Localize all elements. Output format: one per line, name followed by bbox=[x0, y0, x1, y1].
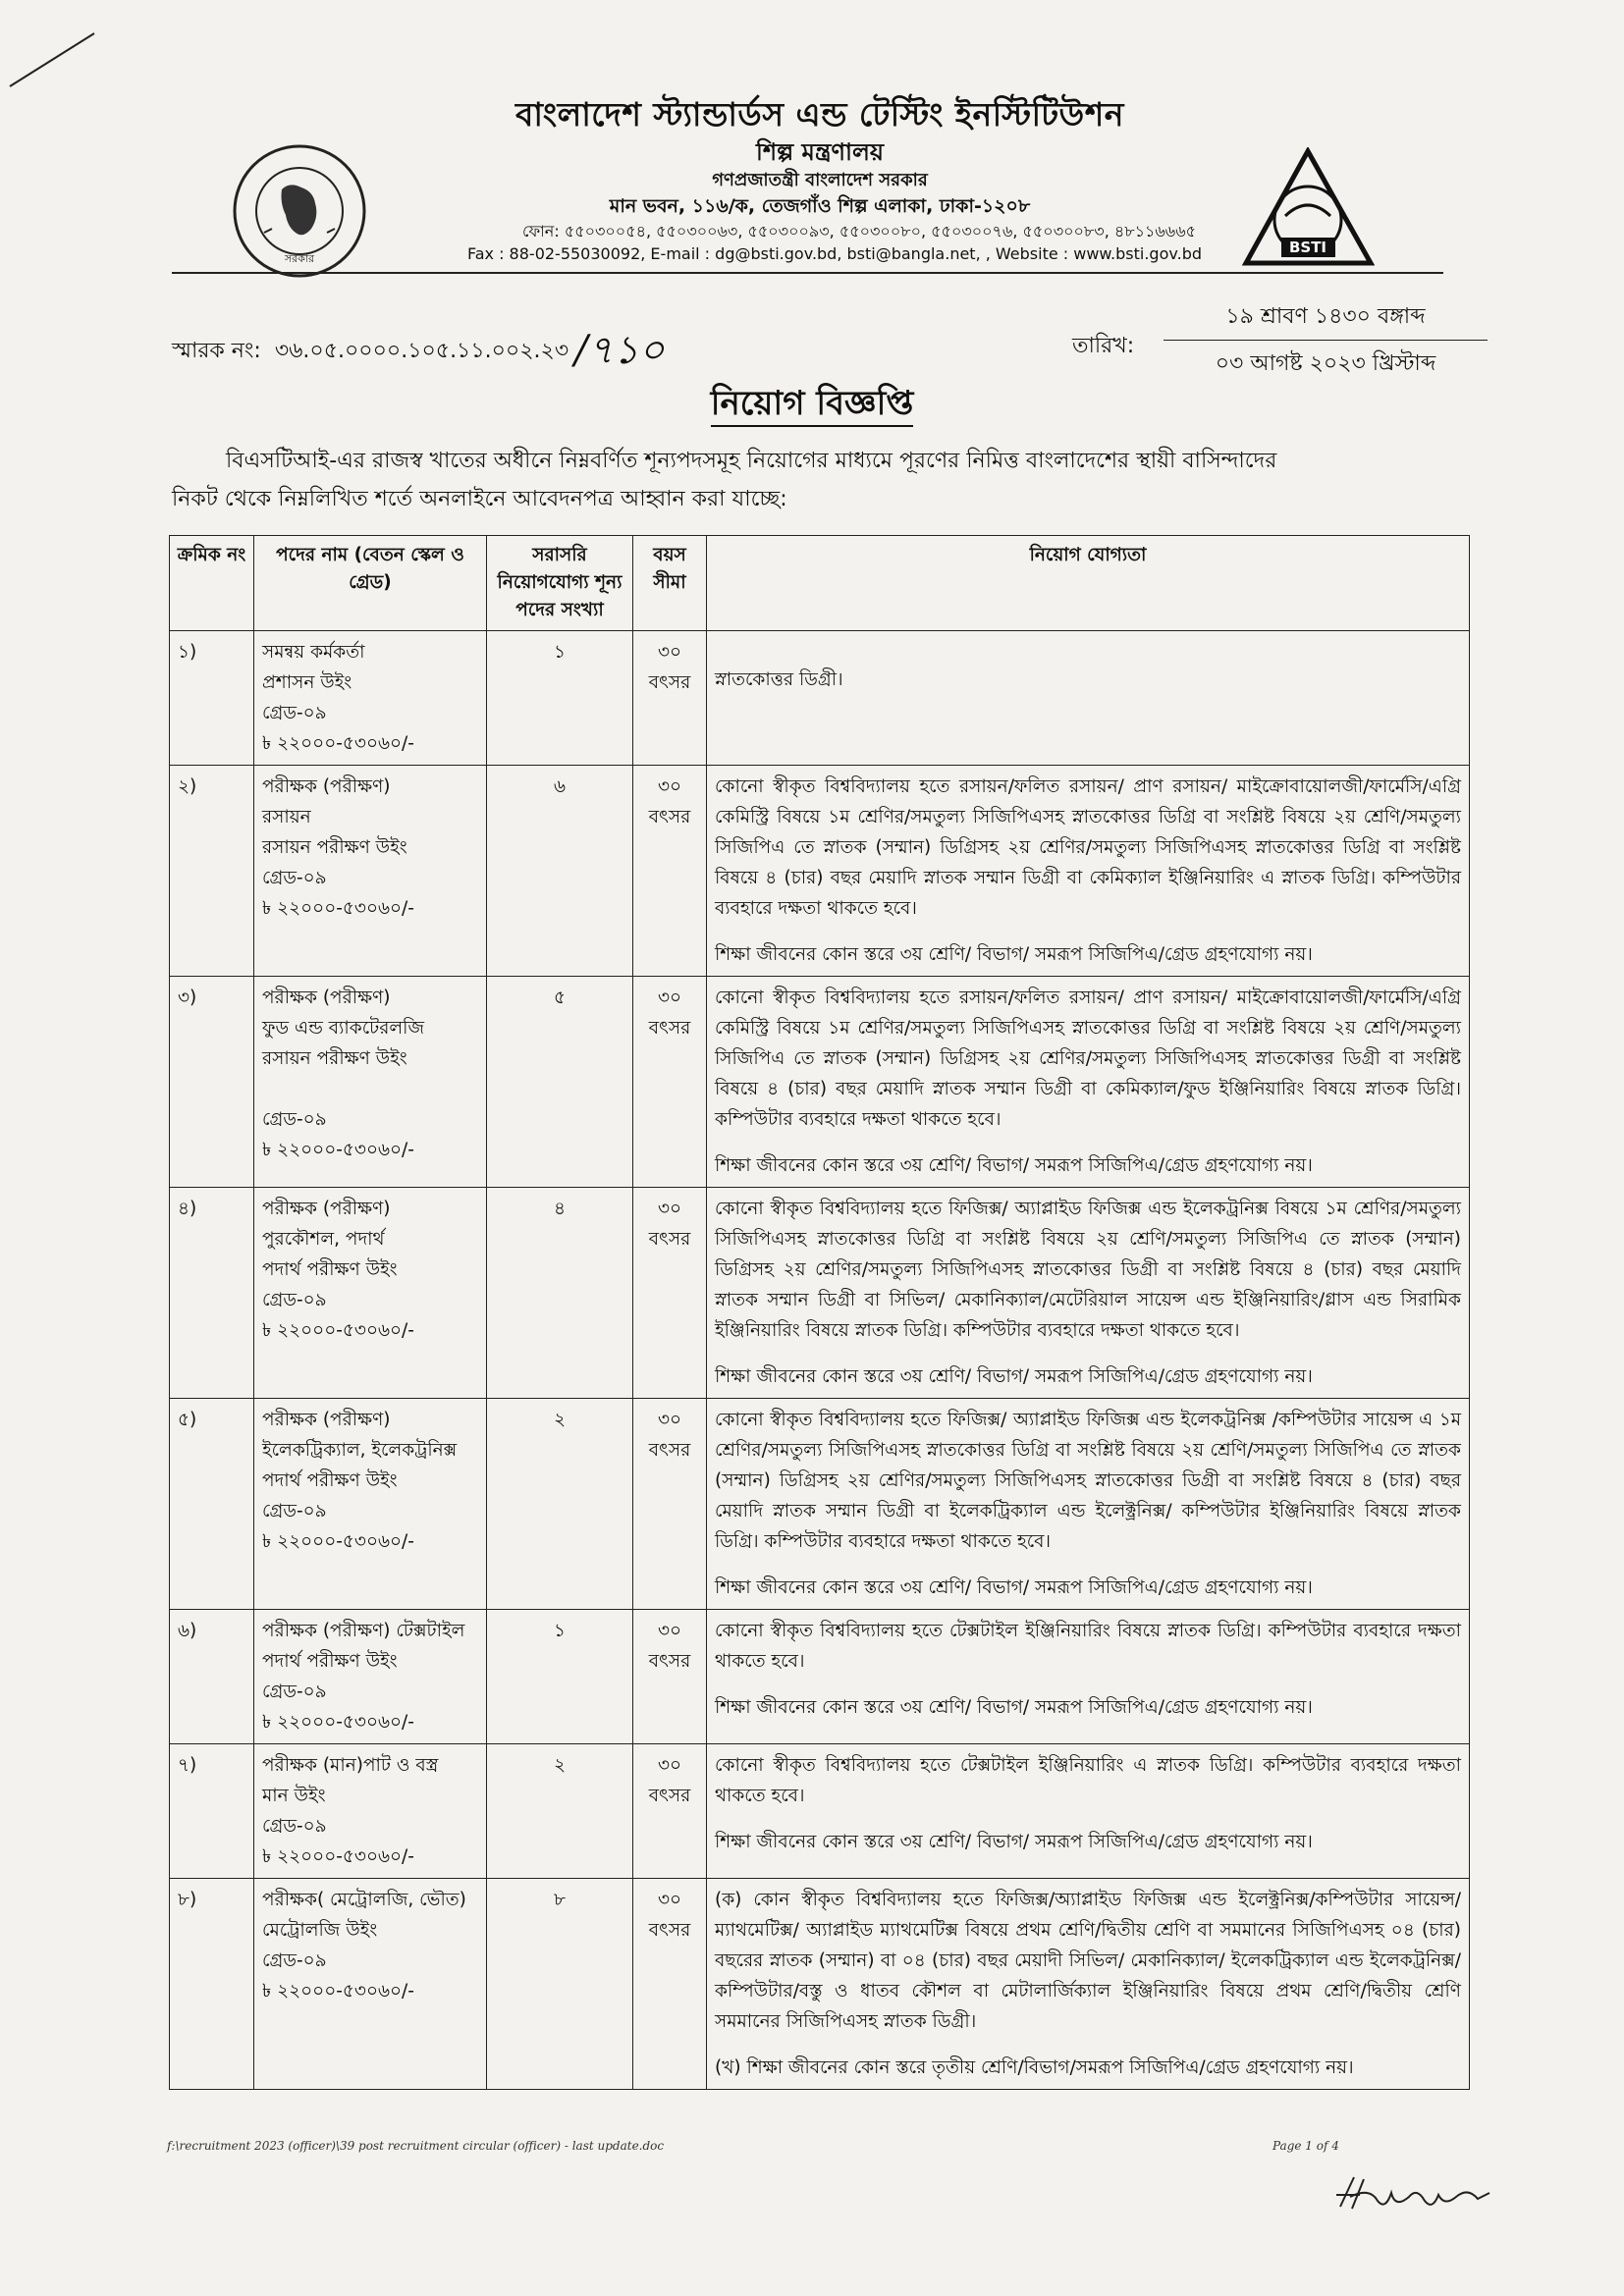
letterhead-text bbox=[324, 93, 1316, 265]
row-post-name bbox=[254, 977, 487, 1188]
qualification-text: কোনো স্বীকৃত বিশ্ববিদ্যালয় হতে টেক্সটাইল ইঞ্জিনিয়ারিং এ স্নাতক ডিগ্রি। কম্পিউটার ব্যবহারে দক্ষতা থাকতে হবে। bbox=[715, 1755, 1461, 1806]
row-age-limit bbox=[633, 1610, 707, 1744]
row-post-name bbox=[254, 631, 487, 766]
qualification-text: কোনো স্বীকৃত বিশ্ববিদ্যালয় হতে ফিজিক্স/ অ্যাপ্লাইড ফিজিক্স এন্ড ইলেকট্রনিক্স /কম্পিউটার সায়েন্স এ ১ম শ্রেণির/সমতুল্য সিজিপিএসহ স্নাতকোত্তর ডিগ্রি বা সংশ্লিষ্ট বিষয়ে ২য় শ্রেণি/সমতুল্য সিজিপিএ তে স্নাতক (সম্মান) ডিগ্রিসহ ২য় শ্রেণির/সমতুল্য সিজিপিএসহ স্নাতকোত্তর ডিগ্রী বা সংশ্লিষ্ট বিষয়ে ৪ (চার) বছর মেয়াদি স্নাতক সম্মান ডিগ্রী বা ইলেকট্রিক্যাল এন্ড ইলেক্ট্রনিক্স/ কম্পিউটার ইঞ্জিনিয়ারিং বিষয়ে স্নাতক ডিগ্রি। কম্পিউটার ব্যবহারে দক্ষতা থাকতে হবে। bbox=[715, 1410, 1461, 1552]
post-name-line: সমন্বয় কর্মকর্তা bbox=[262, 642, 365, 663]
qualification-note: (খ) শিক্ষা জীবনের কোন স্তরে তৃতীয় শ্রেণি/বিভাগ/সমরূপ সিজিপিএ/গ্রেড গ্রহণযোগ্য নয়। bbox=[715, 2057, 1354, 2078]
qualification-note: শিক্ষা জীবনের কোন স্তরে ৩য় শ্রেণি/ বিভাগ/ সমরূপ সিজিপিএ/গ্রেড গ্রহণযোগ্য নয়। bbox=[715, 1697, 1313, 1718]
post-name-line: গ্রেড-০৯ bbox=[262, 1950, 327, 1971]
qualification-text: কোনো স্বীকৃত বিশ্ববিদ্যালয় হতে ফিজিক্স/ অ্যাপ্লাইড ফিজিক্স এন্ড ইলেকট্রনিক্স বিষয়ে ১ম শ্রেণির/সমতুল্য সিজিপিএসহ স্নাতকোত্তর ডিগ্রি বা সংশ্লিষ্ট বিষয়ে ২য় শ্রেণি/সমতুল্য সিজিপিএ তে স্নাতক (সম্মান) ডিগ্রিসহ ২য় শ্রেণির/সমতুল্য সিজিপিএসহ স্নাতকোত্তর ডিগ্রী বা সংশ্লিষ্ট বিষয়ে ৪ (চার) বছর মেয়াদি স্নাতক সম্মান ডিগ্রী বা সিভিল/ মেকানিক্যাল/মেটেরিয়াল সায়েন্স এন্ড ইঞ্জিনিয়ারিং/গ্লাস এন্ড সিরামিক ইঞ্জিনিয়ারিং বিষয়ে স্নাতক ডিগ্রি। কম্পিউটার ব্যবহারে দক্ষতা থাকতে হবে। bbox=[715, 1199, 1461, 1341]
bsti-logo-icon bbox=[1242, 147, 1375, 270]
row-serial: ৮) bbox=[170, 1879, 254, 2090]
row-vacancies: ৮ bbox=[487, 1879, 633, 2090]
post-name-line: ইলেকট্রিক্যাল, ইলেকট্রনিক্স bbox=[262, 1440, 458, 1461]
row-post-name bbox=[254, 1744, 487, 1879]
qualification-text: কোনো স্বীকৃত বিশ্ববিদ্যালয় হতে টেক্সটাইল ইঞ্জিনিয়ারিং বিষয়ে স্নাতক ডিগ্রি। কম্পিউটার ব্যবহারে দক্ষতা থাকতে হবে। bbox=[715, 1621, 1461, 1672]
age-unit: বৎসর bbox=[648, 1229, 691, 1250]
age-number: ৩০ bbox=[657, 1755, 682, 1776]
post-name-line: মেট্রোলজি উইং bbox=[262, 1920, 378, 1941]
file-path: f:\recruitment 2023 (officer)\39 post recruitment circular (officer) - last update.doc bbox=[167, 2139, 665, 2153]
header-serial: ক্রমিক নং bbox=[170, 536, 254, 631]
vacancy-rows bbox=[170, 631, 1470, 2090]
post-name-line: গ্রেড-০৯ bbox=[262, 703, 327, 723]
header-age: বয়স সীমা bbox=[633, 536, 707, 631]
row-vacancies: ১ bbox=[487, 631, 633, 766]
header-vacancies: সরাসরি নিয়োগযোগ্য শূন্য পদের সংখ্যা bbox=[487, 536, 633, 631]
table-row bbox=[170, 766, 1470, 977]
row-vacancies: ২ bbox=[487, 1744, 633, 1879]
row-vacancies: ৫ bbox=[487, 977, 633, 1188]
qualification-note: শিক্ষা জীবনের কোন স্তরে ৩য় শ্রেণি/ বিভাগ/ সমরূপ সিজিপিএ/গ্রেড গ্রহণযোগ্য নয়। bbox=[715, 1577, 1313, 1598]
row-age-limit bbox=[633, 977, 707, 1188]
notice-title-text: নিয়োগ বিজ্ঞপ্তি bbox=[711, 384, 914, 427]
table-row bbox=[170, 1744, 1470, 1879]
age-number: ৩০ bbox=[657, 1199, 682, 1219]
age-number: ৩০ bbox=[657, 1621, 682, 1641]
post-name-line: ৳ ২২০০০-৫৩০৬০/- bbox=[262, 1531, 414, 1552]
table-row bbox=[170, 631, 1470, 766]
row-vacancies: ১ bbox=[487, 1610, 633, 1744]
date-bangla: ১৯ শ্রাবণ ১৪৩০ বঙ্গাব্দ bbox=[1164, 299, 1488, 341]
age-number: ৩০ bbox=[657, 988, 682, 1008]
post-name-line: গ্রেড-০৯ bbox=[262, 1501, 327, 1522]
row-qualification bbox=[707, 1188, 1470, 1399]
memo-label: স্মারক নং: bbox=[172, 339, 261, 363]
qualification-note: শিক্ষা জীবনের কোন স্তরে ৩য় শ্রেণি/ বিভাগ/ সমরূপ সিজিপিএ/গ্রেড গ্রহণযোগ্য নয়। bbox=[715, 1832, 1313, 1852]
signature bbox=[1330, 2158, 1497, 2226]
post-name-line: রসায়ন পরীক্ষণ উইং bbox=[262, 837, 407, 858]
row-serial: ৩) bbox=[170, 977, 254, 1188]
row-post-name bbox=[254, 1610, 487, 1744]
svg-text:সরকার: সরকার bbox=[284, 252, 315, 265]
post-name-line: পরীক্ষক (পরীক্ষণ) bbox=[262, 776, 391, 797]
row-post-name bbox=[254, 1188, 487, 1399]
row-qualification bbox=[707, 977, 1470, 1188]
table-row bbox=[170, 1879, 1470, 2090]
row-serial: ১) bbox=[170, 631, 254, 766]
office-address: মান ভবন, ১১৬/ক, তেজগাঁও শিল্প এলাকা, ঢাকা-১২০৮ bbox=[609, 195, 1031, 217]
qualification-note: শিক্ষা জীবনের কোন স্তরে ৩য় শ্রেণি/ বিভাগ/ সমরূপ সিজিপিএ/গ্রেড গ্রহণযোগ্য নয়। bbox=[715, 944, 1313, 965]
government-name: গণপ্রজাতন্ত্রী বাংলাদেশ সরকার bbox=[712, 170, 928, 190]
row-age-limit bbox=[633, 1744, 707, 1879]
row-age-limit bbox=[633, 1188, 707, 1399]
table-row bbox=[170, 1188, 1470, 1399]
table-row bbox=[170, 1610, 1470, 1744]
row-qualification bbox=[707, 631, 1470, 766]
post-name-line: পরীক্ষক (মান)পাট ও বস্ত্র bbox=[262, 1755, 439, 1776]
letterhead bbox=[0, 0, 1624, 285]
post-name-line: গ্রেড-০৯ bbox=[262, 1109, 327, 1130]
table-row bbox=[170, 1399, 1470, 1610]
post-name-line: ৳ ২২০০০-৫৩০৬০/- bbox=[262, 898, 414, 919]
row-serial: ৭) bbox=[170, 1744, 254, 1879]
row-age-limit bbox=[633, 1399, 707, 1610]
ministry-name: শিল্প মন্ত্রণালয় bbox=[755, 138, 885, 166]
row-serial: ৪) bbox=[170, 1188, 254, 1399]
post-name-line: ৳ ২২০০০-৫৩০৬০/- bbox=[262, 733, 414, 754]
post-name-line: পুরকৌশল, পদার্থ bbox=[262, 1229, 385, 1250]
memo-reference bbox=[172, 319, 665, 385]
intro-paragraph bbox=[172, 442, 1468, 518]
organization-name: বাংলাদেশ স্ট্যান্ডার্ডস এন্ড টেস্টিং ইনস্টিটিউশন bbox=[514, 95, 1124, 133]
age-number: ৩০ bbox=[657, 642, 682, 663]
date-gregorian: ০৩ আগষ্ট ২০২৩ খ্রিস্টাব্দ bbox=[1215, 351, 1436, 376]
age-unit: বৎসর bbox=[648, 672, 691, 693]
header-post: পদের নাম (বেতন স্কেল ও গ্রেড) bbox=[254, 536, 487, 631]
qualification-text: স্নাতকোত্তর ডিগ্রী। bbox=[715, 669, 843, 690]
row-qualification bbox=[707, 1399, 1470, 1610]
bsti-logo-text: BSTI bbox=[1288, 239, 1327, 256]
post-name-line: ৳ ২২০০০-৫৩০৬০/- bbox=[262, 1320, 414, 1341]
row-post-name bbox=[254, 766, 487, 977]
post-name-line: রসায়ন পরীক্ষণ উইং bbox=[262, 1048, 407, 1069]
post-name-line: গ্রেড-০৯ bbox=[262, 1290, 327, 1310]
vacancy-table bbox=[169, 535, 1470, 2090]
table-row bbox=[170, 977, 1470, 1188]
post-name-line: ৳ ২২০০০-৫৩০৬০/- bbox=[262, 1846, 414, 1867]
row-vacancies: ৪ bbox=[487, 1188, 633, 1399]
qualification-text: কোনো স্বীকৃত বিশ্ববিদ্যালয় হতে রসায়ন/ফলিত রসায়ন/ প্রাণ রসায়ন/ মাইক্রোবায়োলজী/ফার্মেসি/এগ্রি কেমিস্ট্রি বিষয়ে ১ম শ্রেণির/সমতুল্য সিজিপিএসহ স্নাতকোত্তর ডিগ্রি বা সংশ্লিষ্ট বিষয়ে ২য় শ্রেণি/সমতুল্য সিজিপিএ তে স্নাতক (সম্মান) ডিগ্রিসহ ২য় শ্রেণির/সমতুল্য সিজিপিএসহ স্নাতকোত্তর ডিগ্রি বা সংশ্লিষ্ট বিষয়ে ৪ (চার) বছর মেয়াদি স্নাতক সম্মান ডিগ্রী বা কেমিক্যাল ইঞ্জিনিয়ারিং এ স্নাতক ডিগ্রি। কম্পিউটার ব্যবহারে দক্ষতা থাকতে হবে। bbox=[715, 776, 1461, 919]
fax-email-website: Fax : 88-02-55030092, E-mail : dg@bsti.gov.bd, bsti@bangla.net, , Website : www.bsti.gov.bd bbox=[466, 244, 1202, 263]
age-unit: বৎসর bbox=[648, 1651, 691, 1672]
letterhead-divider bbox=[172, 272, 1443, 274]
row-qualification bbox=[707, 766, 1470, 977]
notice-title bbox=[0, 378, 1624, 434]
post-name-line: পদার্থ পরীক্ষণ উইং bbox=[262, 1259, 398, 1280]
date-label: তারিখ: bbox=[1072, 334, 1135, 358]
qualification-text: কোনো স্বীকৃত বিশ্ববিদ্যালয় হতে রসায়ন/ফলিত রসায়ন/ প্রাণ রসায়ন/ মাইক্রোবায়োলজী/ফার্মেসি/এগ্রি কেমিস্ট্রি বিষয়ে ১ম শ্রেণির/সমতুল্য সিজিপিএসহ স্নাতকোত্তর ডিগ্রি বা সংশ্লিষ্ট বিষয়ে ২য় শ্রেণি/সমতুল্য সিজিপিএ তে স্নাতক (সম্মান) ডিগ্রিসহ ২য় শ্রেণির/সমতুল্য সিজিপিএসহ স্নাতকোত্তর ডিগ্রী বা সংশ্লিষ্ট বিষয়ে ৪ (চার) বছর মেয়াদি স্নাতক সম্মান ডিগ্রী বা কেমিক্যাল/ফুড ইঞ্জিনিয়ারিং বিষয়ে স্নাতক ডিগ্রি। কম্পিউটার ব্যবহারে দক্ষতা থাকতে হবে। bbox=[715, 988, 1461, 1130]
post-name-line: ৳ ২২০০০-৫৩০৬০/- bbox=[262, 1981, 414, 2002]
post-name-line: ফুড এন্ড ব্যাকটেরলজি bbox=[262, 1018, 425, 1039]
post-name-line: পরীক্ষক (পরীক্ষণ) bbox=[262, 1199, 391, 1219]
header-qualification: নিয়োগ যোগ্যতা bbox=[707, 536, 1470, 631]
post-name-line: পদার্থ পরীক্ষণ উইং bbox=[262, 1470, 398, 1491]
row-serial: ৫) bbox=[170, 1399, 254, 1610]
age-number: ৩০ bbox=[657, 1410, 682, 1430]
phone-numbers: ফোন: ৫৫০৩০০৫৪, ৫৫০৩০০৬৩, ৫৫০৩০০৯৩, ৫৫০৩০০৮০, ৫৫০৩০০৭৬, ৫৫০৩০০৮৩, ৪৮১১৬৬৬৫ bbox=[521, 222, 1196, 240]
date-block bbox=[1164, 299, 1488, 383]
row-age-limit bbox=[633, 766, 707, 977]
memo-number: ৩৬.০৫.০০০০.১০৫.১১.০০২.২৩ bbox=[274, 339, 569, 363]
age-unit: বৎসর bbox=[648, 1018, 691, 1039]
post-name-line: গ্রেড-০৯ bbox=[262, 1816, 327, 1837]
page-number: Page 1 of 4 bbox=[1272, 2139, 1339, 2153]
memo-handwritten-number: /৭১০ bbox=[574, 328, 665, 373]
post-name-line: ৳ ২২০০০-৫৩০৬০/- bbox=[262, 1140, 414, 1160]
intro-line-1: বিএসটিআই-এর রাজস্ব খাতের অধীনে নিম্নবর্ণিত শূন্যপদসমূহ নিয়োগের মাধ্যমে পূরণের নিমিত্ত বাংলাদেশের স্থায়ী বাসিন্দাদের bbox=[226, 449, 1277, 473]
post-name-line: পরীক্ষক( মেট্রোলজি, ভৌত) bbox=[262, 1890, 466, 1910]
row-vacancies: ৬ bbox=[487, 766, 633, 977]
row-qualification bbox=[707, 1744, 1470, 1879]
post-name-line: গ্রেড-০৯ bbox=[262, 1682, 327, 1702]
post-name-line: ৳ ২২০০০-৫৩০৬০/- bbox=[262, 1712, 414, 1733]
row-qualification bbox=[707, 1610, 1470, 1744]
post-name-line: রসায়ন bbox=[262, 807, 311, 828]
qualification-note: শিক্ষা জীবনের কোন স্তরে ৩য় শ্রেণি/ বিভাগ/ সমরূপ সিজিপিএ/গ্রেড গ্রহণযোগ্য নয়। bbox=[715, 1366, 1313, 1387]
post-name-line bbox=[262, 1074, 478, 1104]
post-name-line: পরীক্ষক (পরীক্ষণ) bbox=[262, 1410, 391, 1430]
age-number: ৩০ bbox=[657, 776, 682, 797]
post-name-line: পরীক্ষক (পরীক্ষণ) bbox=[262, 988, 391, 1008]
age-unit: বৎসর bbox=[648, 807, 691, 828]
row-post-name bbox=[254, 1879, 487, 2090]
row-age-limit bbox=[633, 631, 707, 766]
post-name-line: গ্রেড-০৯ bbox=[262, 868, 327, 888]
intro-line-2: নিকট থেকে নিম্নলিখিত শর্তে অনলাইনে আবেদনপত্র আহ্বান করা যাচ্ছে: bbox=[172, 487, 787, 511]
age-number: ৩০ bbox=[657, 1890, 682, 1910]
row-age-limit bbox=[633, 1879, 707, 2090]
qualification-note: শিক্ষা জীবনের কোন স্তরে ৩য় শ্রেণি/ বিভাগ/ সমরূপ সিজিপিএ/গ্রেড গ্রহণযোগ্য নয়। bbox=[715, 1155, 1313, 1176]
age-unit: বৎসর bbox=[648, 1786, 691, 1806]
post-name-line: পদার্থ পরীক্ষণ উইং bbox=[262, 1651, 398, 1672]
row-vacancies: ২ bbox=[487, 1399, 633, 1610]
age-unit: বৎসর bbox=[648, 1440, 691, 1461]
table-header-row bbox=[170, 536, 1470, 631]
row-post-name bbox=[254, 1399, 487, 1610]
row-serial: ৬) bbox=[170, 1610, 254, 1744]
post-name-line: প্রশাসন উইং bbox=[262, 672, 352, 693]
age-unit: বৎসর bbox=[648, 1920, 691, 1941]
row-serial: ২) bbox=[170, 766, 254, 977]
qualification-text: (ক) কোন স্বীকৃত বিশ্ববিদ্যালয় হতে ফিজিক্স/অ্যাপ্লাইড ফিজিক্স এন্ড ইলেক্ট্রনিক্স/কম্পিউটার সায়েন্স/ম্যাথমেটিক্স/ অ্যাপ্লাইড ম্যাথমেটিক্স বিষয়ে প্রথম শ্রেণি/দ্বিতীয় শ্রেণি বা সমমানের সিজিপিএসহ ০৪ (চার) বছরের স্নাতক (সম্মান) বা ০৪ (চার) বছর মেয়াদী সিভিল/ মেকানিক্যাল/ ইলেকট্রিক্যাল এন্ড ইলেকট্রনিক্স/ কম্পিউটার/বস্তু ও ধাতব কৌশল বা মেটালার্জিক্যাল ইঞ্জিনিয়ারিং বিষয়ে প্রথম শ্রেণি/দ্বিতীয় শ্রেণি সমমানের সিজিপিএসহ স্নাতক ডিগ্রী। bbox=[715, 1890, 1461, 2032]
row-qualification bbox=[707, 1879, 1470, 2090]
post-name-line: মান উইং bbox=[262, 1786, 326, 1806]
post-name-line: পরীক্ষক (পরীক্ষণ) টেক্সটাইল bbox=[262, 1621, 465, 1641]
